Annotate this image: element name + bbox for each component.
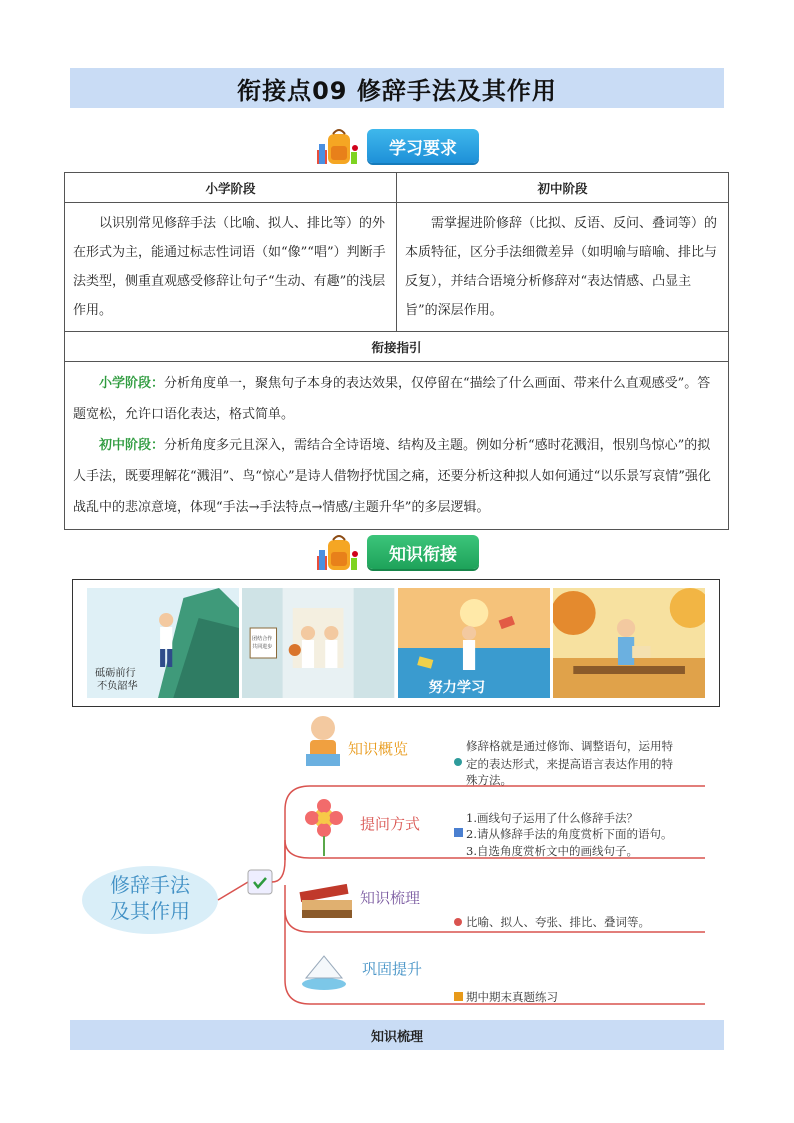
illustration-climbing [87, 588, 239, 698]
mind-branch-questions [305, 799, 672, 858]
guide-middle-text: 分析角度多元且深入，需结合全诗语境、结构及主题。例如分析“感时花溅泪，恨别鸟惊心”的拟人手法，既要理解花“溅泪”、鸟“惊心”是诗人借物抒忧国之痛，还要分析这种拟人如何通过“以乐景写哀情”强化战乱中的悲凉意境，体现“手法→手法特点→情感/主题升华”的多层逻辑。 [73, 438, 711, 515]
photo-text-2: 不负韶华 [97, 681, 138, 692]
mind-branch-content: 2.请从修辞手法的角度赏析下面的语句。 [466, 827, 673, 841]
requirements-table [64, 172, 729, 530]
col-middle-header: 初中阶段 [397, 173, 729, 203]
guide-middle-label: 初中阶段： [99, 438, 165, 453]
photo-sign-2: 共同进步 [252, 644, 273, 650]
reading-kid-icon [311, 716, 335, 740]
mind-center-line-2: 及其作用 [110, 899, 190, 923]
illustration-strip [72, 579, 720, 707]
books-icon [299, 884, 348, 902]
backpack-icon [315, 532, 359, 572]
guide-content [65, 362, 729, 530]
photo-text-1: 砥砺前行 [95, 668, 136, 679]
mind-branch-label: 知识梳理 [360, 889, 421, 907]
primary-requirement: 以识别常见修辞手法（比喻、拟人、排比等）的外在形式为主，能通过标志性词语（如“像”“唱”）判断手法类型，侧重直观感受修辞让句子“生动、有趣”的浅层作用。 [65, 203, 397, 332]
mind-branch-label: 巩固提升 [362, 960, 423, 978]
guide-title: 衔接指引 [65, 332, 729, 362]
col-primary-header: 小学阶段 [65, 173, 397, 203]
mind-branch-content: 定的表达形式，来提高语言表达作用的特 [466, 757, 673, 771]
section-knowledge-header [0, 530, 794, 574]
mind-branch-summary [299, 884, 650, 929]
backpack-icon [315, 126, 359, 166]
mind-map [80, 710, 720, 1010]
mind-branch-content: 殊方法。 [466, 773, 512, 787]
mind-branch-content: 1.画线句子运用了什么修辞手法？ [466, 811, 638, 825]
mind-branch-content: 修辞格就是通过修饰、调整语句，运用特 [466, 739, 673, 753]
title-bar [70, 68, 724, 108]
paper-boat-icon [302, 978, 346, 990]
photo-text-3: 努力学习 [427, 680, 485, 696]
illustration-hallway [242, 588, 394, 698]
illustration-reading-bench [553, 588, 705, 698]
middle-requirement: 需掌握进阶修辞（比拟、反语、反问、叠词等）的本质特征，区分手法细微差异（如明喻与暗喻、排比与反复），并结合语境分析修辞对“表达情感、凸显主旨”的深层作用。 [397, 203, 729, 332]
mind-branch-label: 知识概览 [348, 740, 409, 758]
knowledge-pill: 知识衔接 [367, 535, 479, 569]
requirements-pill: 学习要求 [367, 129, 479, 163]
check-icon-box [248, 870, 272, 894]
guide-primary-label: 小学阶段： [99, 376, 165, 391]
mind-branch-overview [306, 716, 673, 787]
mind-branch-practice [302, 956, 558, 1004]
mind-center-line-1: 修辞手法 [110, 873, 190, 897]
mind-branch-content: 3.自选角度赏析文中的画线句子。 [466, 844, 638, 858]
mind-branch-content: 期中期末真题练习 [466, 990, 558, 1004]
mind-branch-label: 提问方式 [360, 815, 421, 833]
guide-middle [73, 430, 720, 523]
guide-primary [73, 368, 720, 430]
photo-sign-1: 团结合作 [252, 636, 273, 642]
illustration-books-sea [398, 588, 550, 698]
section-requirements-header [0, 124, 794, 168]
page-title: 衔接点09 修辞手法及其作用 [237, 76, 557, 105]
guide-primary-text: 分析角度单一，聚焦句子本身的表达效果，仅停留在“描绘了什么画面、带来什么直观感受”。答题宽松，允许口语化表达，格式简单。 [73, 376, 711, 422]
mind-branch-content: 比喻、拟人、夸张、排比、叠词等。 [466, 915, 650, 929]
knowledge-summary-bar: 知识梳理 [70, 1020, 724, 1050]
